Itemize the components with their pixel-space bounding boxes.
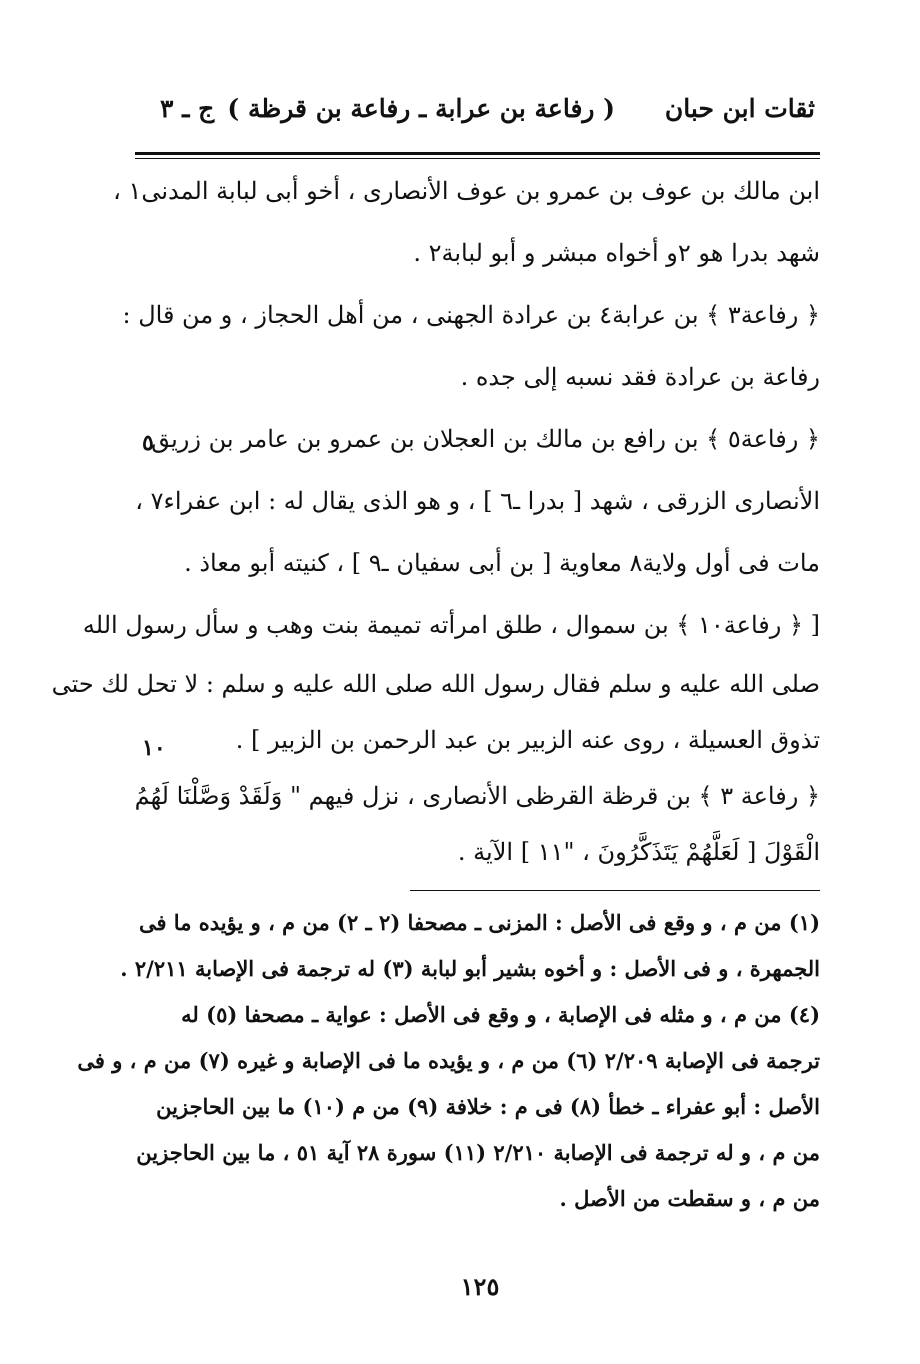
volume-label: ج ـ ٣	[160, 94, 215, 123]
main-text	[51, 160, 820, 880]
line-number-10: ١٠	[142, 735, 166, 761]
text-line: ﴿ رفاعة ٣ ﴾ بن قرظة القرظى الأنصارى ، نزل فيهم " وَلَقَدْ وَصَّلْنَا لَهُمُ	[134, 782, 820, 810]
text-line: مات فى أول ولاية٨ معاوية [ بن أبى سفيان ـ٩ ] ، كنيته أبو معاذ .	[184, 549, 820, 577]
page-number: ١٢٥	[460, 1272, 500, 1301]
book-title: ثقات ابن حبان	[664, 94, 815, 123]
header-rule-thin	[135, 158, 820, 159]
footnotes	[77, 900, 820, 1222]
text-line: شهد بدرا هو ٢و أخواه مبشر و أبو لبابة٢ .	[413, 239, 820, 267]
header-rule-thick	[135, 152, 820, 155]
text-line: ﴿ رفاعة٣ ﴾ بن عرابة٤ بن عرادة الجهنى ، من أهل الحجاز ، و من قال :	[122, 301, 820, 329]
text-line: ابن مالك بن عوف بن عمرو بن عوف الأنصارى ، أخو أبى لبابة المدنى١ ،	[113, 177, 820, 205]
footnote-line: (١) من م ، و وقع فى الأصل : المزنى ـ مصحفا (٢ ـ ٢) من م ، و يؤيده ما فى	[138, 910, 820, 935]
text-line: ﴿ رفاعة٥ ﴾ بن رافع بن مالك بن العجلان بن عمرو بن عامر بن زريق	[151, 425, 820, 453]
footnote-line: من م ، و سقطت من الأصل .	[559, 1186, 820, 1211]
line-number-5: ٥	[142, 430, 154, 456]
footnote-line: الأصل : أبو عفراء ـ خطأ (٨) فى م : خلافة (٩) من م (١٠) ما بين الحاجزين	[156, 1094, 820, 1119]
footnote-line: ترجمة فى الإصابة ٢/٢٠٩ (٦) من م ، و يؤيده ما فى الإصابة و غيره (٧) من م ، و فى	[77, 1048, 820, 1073]
section-title: ( رفاعة بن عرابة ـ رفاعة بن قرظة )	[227, 94, 615, 123]
text-line: صلى الله عليه و سلم فقال رسول الله صلى الله عليه و سلم : لا تحل لك حتى	[51, 670, 820, 698]
text-line: تذوق العسيلة ، روى عنه الزبير بن عبد الرحمن بن الزبير ] .	[235, 726, 820, 754]
text-line: رفاعة بن عرادة فقد نسبه إلى جده .	[460, 363, 820, 391]
footnote-divider	[410, 890, 820, 891]
footnote-line: (٤) من م ، و مثله فى الإصابة ، و وقع فى الأصل : عواية ـ مصحفا (٥) له	[181, 1002, 820, 1027]
running-header	[150, 88, 815, 138]
text-line: الْقَوْلَ [ لَعَلَّهُمْ يَتَذَكَّرُونَ ، "١١ ] الآية .	[457, 838, 820, 866]
text-line: [ ﴿ رفاعة١٠ ﴾ بن سموال ، طلق امرأته تميمة بنت وهب و سأل رسول الله	[82, 611, 820, 639]
footnote-line: من م ، و له ترجمة فى الإصابة ٢/٢١٠ (١١) سورة ٢٨ آية ٥١ ، ما بين الحاجزين	[136, 1140, 820, 1165]
footnote-line: الجمهرة ، و فى الأصل : و أخوه بشير أبو لبابة (٣) له ترجمة فى الإصابة ٢/٢١١ .	[120, 956, 820, 981]
text-line: الأنصارى الزرقى ، شهد [ بدرا ـ٦ ] ، و هو الذى يقال له : ابن عفراء٧ ،	[135, 487, 820, 515]
